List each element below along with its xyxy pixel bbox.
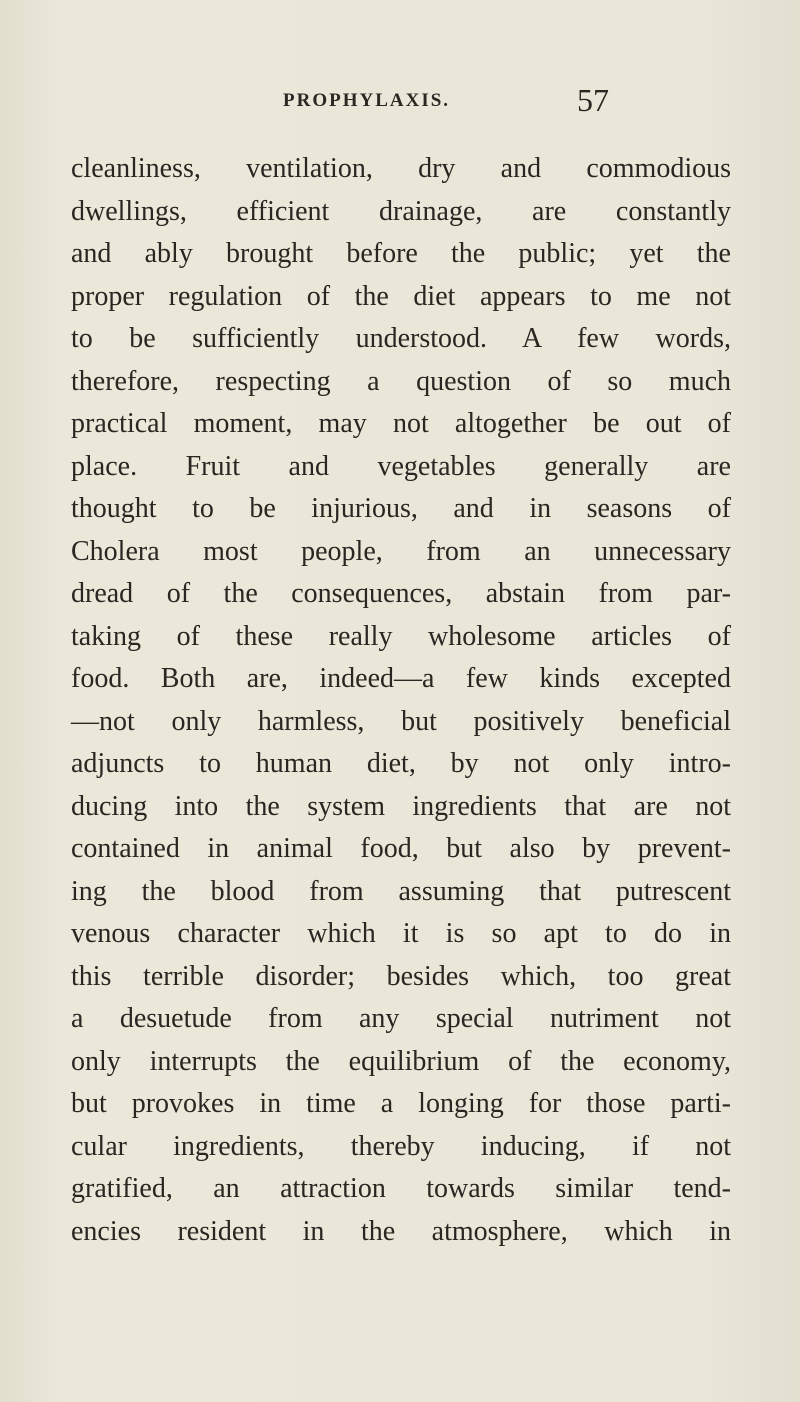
text-line: to be sufficiently understood. A few words, <box>71 323 731 354</box>
text-line: Cholera most people, from an unnecessary <box>71 535 731 567</box>
text-line: proper regulation of the diet appears to me not <box>71 280 731 312</box>
text-line: ing the blood from assuming that putrescent <box>71 875 731 907</box>
text-line: cleanliness, ventilation, dry and commodious <box>71 153 731 184</box>
text-line: dwellings, efficient drainage, are constantly <box>71 195 731 227</box>
text-line: —not only harmless, but positively beneficial <box>71 705 731 737</box>
page-number: 57 <box>577 82 609 118</box>
text-line: thought to be injurious, and in seasons of <box>71 493 731 524</box>
text-line: and ably brought before the public; yet the <box>71 238 731 269</box>
text-line: but provokes in time a longing for those parti- <box>71 1088 731 1119</box>
text-line: a desuetude from any special nutriment not <box>71 1003 731 1034</box>
text-line: ducing into the system ingredients that are not <box>71 790 731 822</box>
text-line: place. Fruit and vegetables generally are <box>71 450 731 482</box>
text-line: therefore, respecting a question of so much <box>71 365 731 397</box>
text-line: gratified, an attraction towards similar tend- <box>71 1173 731 1204</box>
text-line: only interrupts the equilibrium of the economy, <box>71 1045 731 1077</box>
text-line: cular ingredients, thereby inducing, if not <box>71 1130 731 1162</box>
text-line: dread of the consequences, abstain from par- <box>71 578 731 609</box>
running-head <box>0 82 800 128</box>
text-line: food. Both are, indeed—a few kinds excepted <box>71 663 731 694</box>
text-line: practical moment, may not altogether be out of <box>71 408 731 439</box>
text-line: taking of these really wholesome articles of <box>71 620 731 652</box>
running-title: PROPHYLAXIS. <box>283 90 451 111</box>
body-text <box>71 148 731 1253</box>
text-line: contained in animal food, but also by prevent- <box>71 833 731 864</box>
text-line: this terrible disorder; besides which, too great <box>71 960 731 992</box>
text-line: venous character which it is so apt to do in <box>71 918 731 949</box>
text-line: encies resident in the atmosphere, which in <box>71 1215 731 1247</box>
text-line: adjuncts to human diet, by not only intro- <box>71 748 731 779</box>
